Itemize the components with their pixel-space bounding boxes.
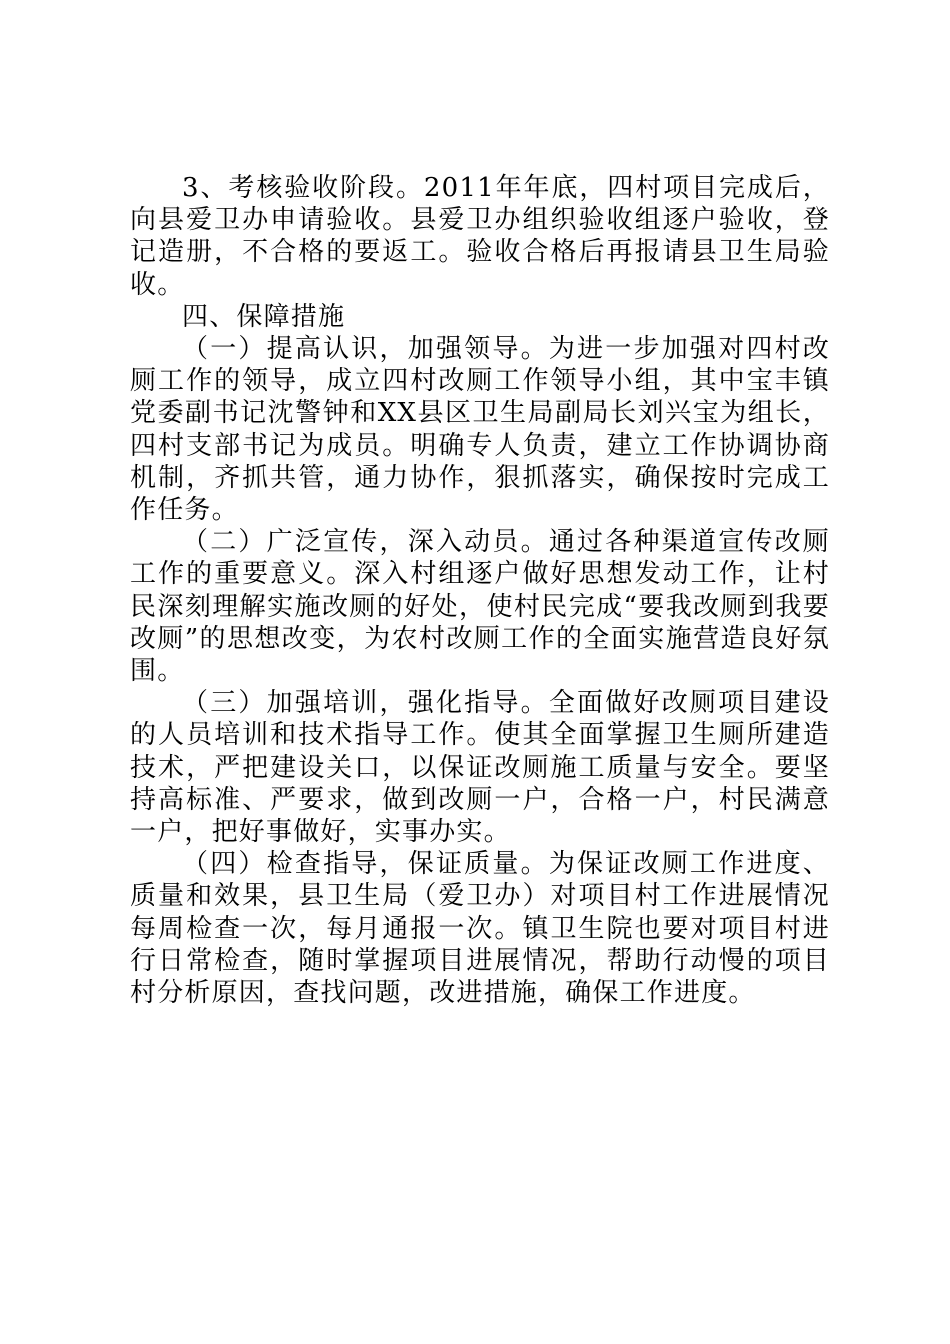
paragraph-leadership: （一）提高认识，加强领导。为进一步加强对四村改厕工作的领导，成立四村改厕工作领导小组，其中宝丰镇党委副书记沈警钟和XX县区卫生局副局长刘兴宝为组长，四村支部书记为成员。明确专人负责，建立工作协调协商机制，齐抓共管，通力协作，狠抓落实，确保按时完成工作任务。	[130, 334, 830, 526]
paragraph-publicity: （二）广泛宣传，深入动员。通过各种渠道宣传改厕工作的重要意义。深入村组逐户做好思想发动工作，让村民深刻理解实施改厕的好处，使村民完成“要我改厕到我要改厕”的思想改变，为农村改厕工作的全面实施营造良好氛围。	[130, 527, 830, 687]
document-body	[130, 172, 830, 1009]
section-heading-safeguards: 四、保障措施	[182, 301, 346, 332]
paragraph-acceptance-stage: 3、考核验收阶段。2011年年底，四村项目完成后，向县爱卫办申请验收。县爱卫办组织验收组逐户验收，登记造册，不合格的要返工。验收合格后再报请县卫生局验收。	[130, 173, 830, 300]
paragraph-training: （三）加强培训，强化指导。全面做好改厕项目建设的人员培训和技术指导工作。使其全面掌握卫生厕所建造技术，严把建设关口，以保证改厕施工质量与安全。要坚持高标准、严要求，做到改厕一户，合格一户，村民满意一户，把好事做好，实事办实。	[130, 688, 830, 848]
paragraph-inspection: （四）检查指导，保证质量。为保证改厕工作进度、质量和效果，县卫生局（爱卫办）对项目村工作进展情况每周检查一次，每月通报一次。镇卫生院也要对项目村进行日常检查，随时掌握项目进展情况，帮助行动慢的项目村分析原因，查找问题，改进措施，确保工作进度。	[130, 849, 830, 1009]
